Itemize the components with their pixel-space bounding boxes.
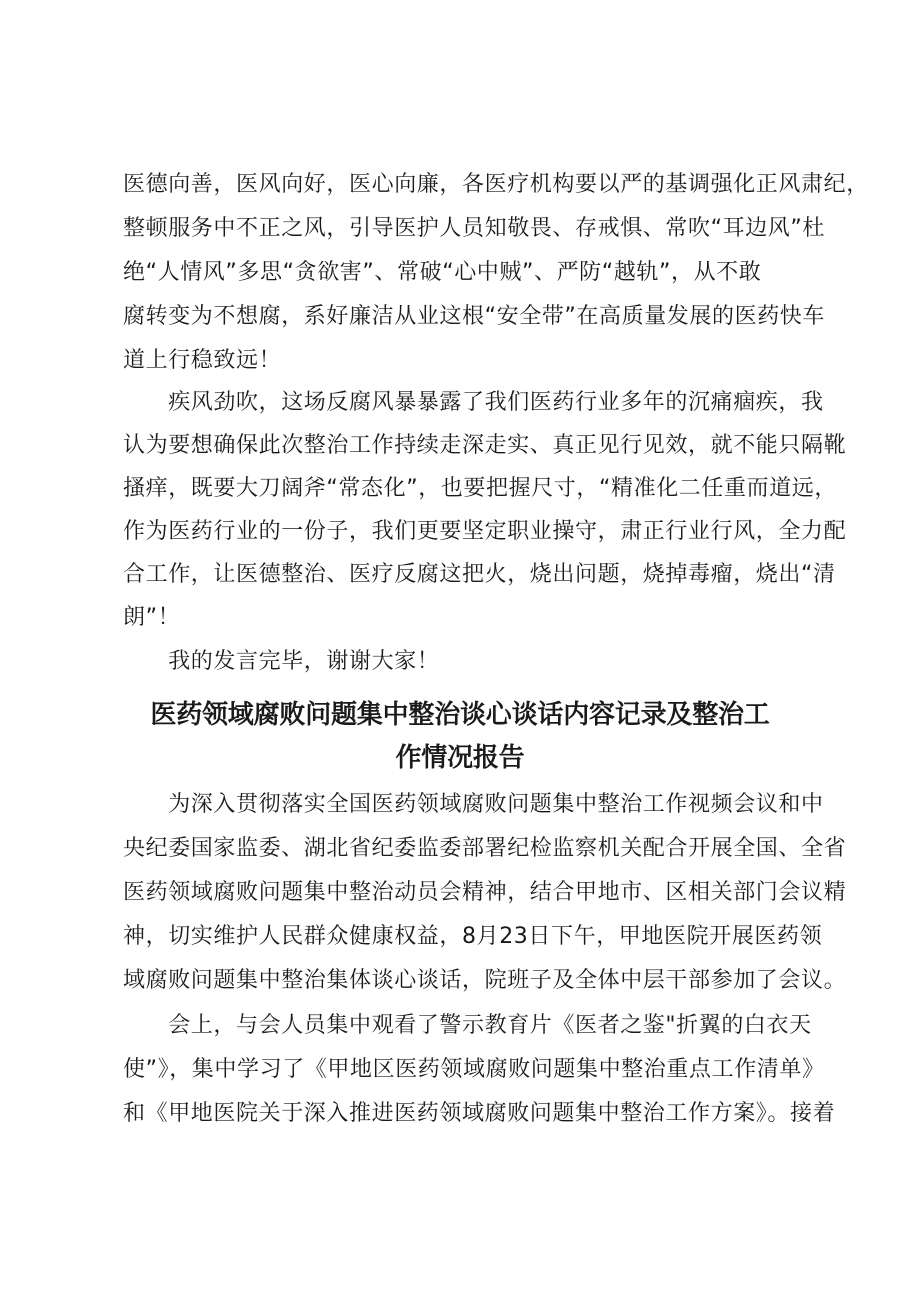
text-line: 医德向善，医风向好，医心向廉，各医疗机构要以严的基调强化正风肃纪， [123,172,869,197]
text-line: 医药领域腐败问题集中整治动员会精神，结合甲地市、区相关部门会议精 [123,880,847,905]
text-line: 朗”！ [123,605,181,630]
text-line: 为深入贯彻落实全国医药领域腐败问题集中整治工作视频会议和中 [123,792,824,817]
text-line: 绝“人情风”多思“贪欲害”、常破“心中贼”、严防“越轨”，从不敢 [123,260,762,285]
text-line: 会上，与会人员集中观看了警示教育片《医者之鉴"折翼的白衣天 [123,1013,812,1038]
text-line: 认为要想确保此次整治工作持续走深走实、真正见行见效，就不能只隔靴 [123,433,847,458]
text-line: 央纪委国家监委、湖北省纪委监委部署纪检监察机关配合开展全国、全省 [123,836,847,861]
section-title-line: 作情况报告 [395,743,525,773]
closing-remark: 我的发言完毕，谢谢大家！ [123,649,440,674]
text-line: 神，切实维护人民群众健康权益，8月23日下午，甲地医院开展医药领 [123,924,823,949]
text-line: 合工作，让医德整治、医疗反腐这把火，烧出问题，烧掉毒瘤，烧出“清 [123,562,836,587]
text-line: 整顿服务中不正之风，引导医护人员知敬畏、存戒惧、常吹“耳边风”杜 [123,216,825,241]
text-line: 疾风劲吹，这场反腐风暴暴露了我们医药行业多年的沉痛痼疾，我 [123,390,824,415]
text-line: 使”》，集中学习了《甲地区医药领域腐败问题集中整治重点工作清单》 [123,1057,825,1082]
section-title-line: 医药领域腐败问题集中整治谈心谈话内容记录及整治工 [150,700,770,730]
text-line: 搔痒，既要大刀阔斧“常态化”，也要把握尺寸，“精准化二任重而道远， [123,476,837,501]
text-line: 作为医药行业的一份子，我们更要坚定职业操守，肃正行业行风，全力配 [123,519,847,544]
text-line: 道上行稳致远！ [123,348,282,373]
text-line: 腐转变为不想腐，系好廉洁从业这根“安全带”在高质量发展的医药快车 [123,304,825,329]
text-line: 和《甲地医院关于深入推进医药领域腐败问题集中整治工作方案》。接着 [123,1101,836,1126]
text-line: 域腐败问题集中整治集体谈心谈话，院班子及全体中层干部参加了会议。 [123,968,847,993]
